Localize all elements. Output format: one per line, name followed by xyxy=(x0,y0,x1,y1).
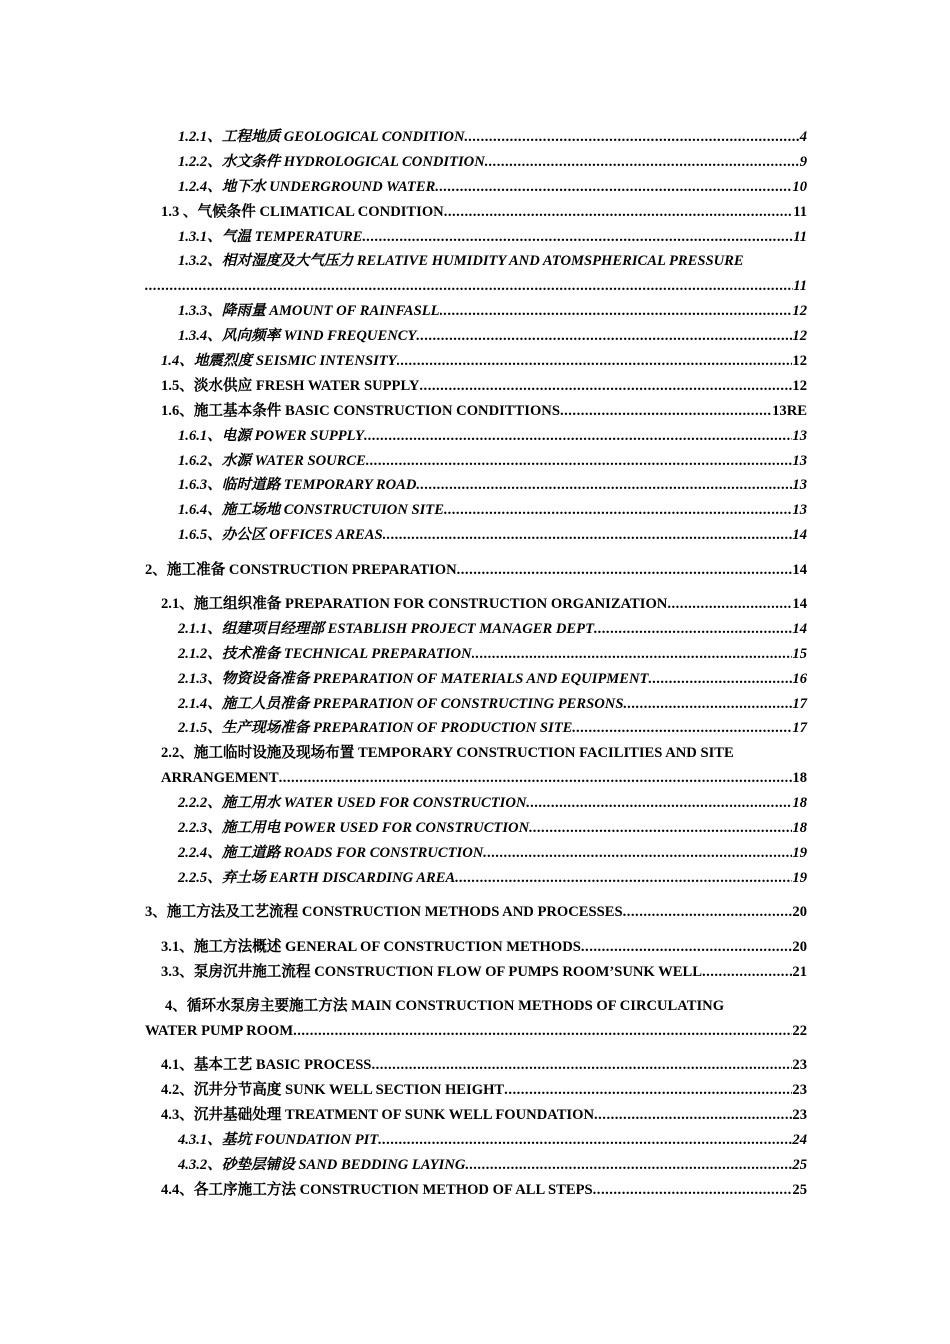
toc-page-number: 11 xyxy=(793,278,807,295)
toc-entry-title: 2.1.4、施工人员准备 PREPARATION OF CONSTRUCTING PERSONS xyxy=(178,695,624,712)
toc-entry-title: 2.1.3、物资设备准备 PREPARATION OF MATERIALS AND EQUIPMENT xyxy=(178,670,649,687)
toc-leader-dots xyxy=(435,175,792,200)
toc-page-number: 14 xyxy=(792,596,807,613)
toc-entry[interactable] xyxy=(145,449,807,474)
toc-entry-title: 4.2、沉井分节高度 SUNK WELL SECTION HEIGHT xyxy=(161,1082,505,1099)
toc-entry[interactable] xyxy=(145,349,807,374)
toc-entry[interactable] xyxy=(145,900,807,925)
toc-leader-dots xyxy=(362,225,793,250)
toc-leader-dots xyxy=(293,1019,792,1044)
toc-entry-title: 2.1.1、组建项目经理部 ESTABLISH PROJECT MANAGER DEPT xyxy=(178,620,594,637)
toc-page-number: 9 xyxy=(799,153,807,170)
toc-leader-dots xyxy=(648,667,792,692)
toc-entry-title: 3.3、泵房沉井施工流程 CONSTRUCTION FLOW OF PUMPS ROOM’SUNK WELL xyxy=(161,963,702,980)
toc-page-number: 21 xyxy=(792,963,807,980)
toc-entry-title: 1.6.1、电源 POWER SUPPLY xyxy=(178,427,364,444)
toc-entry[interactable] xyxy=(145,1078,807,1103)
toc-leader-dots xyxy=(440,299,793,324)
toc-entry-title: 1.2.4、地下水 UNDERGROUND WATER xyxy=(178,178,436,195)
toc-leader-dots xyxy=(378,1128,792,1153)
toc-entry[interactable] xyxy=(145,791,807,816)
toc-entry[interactable] xyxy=(145,473,807,498)
toc-page-number: 11 xyxy=(793,228,807,245)
toc-page-number: 23 xyxy=(792,1082,807,1099)
toc-page-number: 10 xyxy=(792,178,807,195)
toc-entry[interactable] xyxy=(145,324,807,349)
toc-leader-dots xyxy=(457,558,793,583)
toc-entry-title: 4.1、基本工艺 BASIC PROCESS xyxy=(161,1057,372,1074)
toc-leader-dots xyxy=(366,449,793,474)
toc-entry-title: 1.2.1、工程地质 GEOLOGICAL CONDITION xyxy=(178,129,465,145)
toc-entry[interactable] xyxy=(145,994,807,1044)
toc-leader-dots xyxy=(279,766,793,791)
toc-page-number: 11 xyxy=(793,203,807,220)
toc-leader-dots xyxy=(383,523,793,548)
toc-entry[interactable] xyxy=(145,399,807,424)
toc-leader-dots xyxy=(594,617,792,642)
toc-leader-dots xyxy=(504,1078,792,1103)
toc-leader-dots xyxy=(444,200,793,225)
toc-entry[interactable] xyxy=(145,642,807,667)
toc-leader-dots xyxy=(364,424,792,449)
toc-entry[interactable] xyxy=(145,935,807,960)
toc-page-number: 24 xyxy=(792,1131,807,1148)
toc-leader-dots xyxy=(419,374,792,399)
toc-page-number: 18 xyxy=(792,770,807,787)
toc-entry[interactable] xyxy=(145,523,807,548)
toc-entry-title: 1.6、施工基本条件 BASIC CONSTRUCTION CONDITTIONS xyxy=(161,402,560,419)
toc-entry[interactable] xyxy=(145,960,807,985)
toc-entry-title: 4.3、沉井基础处理 TREATMENT OF SUNK WELL FOUNDATION xyxy=(161,1106,594,1123)
toc-entry-title: 1.3.4、风向频率 WIND FREQUENCY xyxy=(178,328,417,345)
toc-entry[interactable] xyxy=(145,741,807,791)
toc-page-number: 25 xyxy=(792,1156,807,1173)
toc-page-number: 17 xyxy=(792,720,807,737)
toc-entry-title: 3、施工方法及工艺流程 CONSTRUCTION METHODS AND PROCESSES xyxy=(145,904,623,921)
toc-page-number: 13 xyxy=(792,427,807,444)
toc-entry-title: 2.1.2、技术准备 TECHNICAL PREPARATION xyxy=(178,645,472,662)
toc-leader-dots xyxy=(416,324,792,349)
toc-leader-dots xyxy=(593,1178,793,1203)
toc-leader-dots xyxy=(667,592,792,617)
toc-entry-title: 1.6.4、施工场地 CONSTRUCTUION SITE xyxy=(178,502,444,519)
toc-page-number: 4 xyxy=(799,129,807,145)
toc-page-number: 17 xyxy=(792,695,807,712)
toc-entry-title: 1.5、淡水供应 FRESH WATER SUPPLY xyxy=(161,377,420,394)
toc-leader-dots xyxy=(560,399,772,424)
toc-entry[interactable] xyxy=(145,667,807,692)
toc-entry-title: 4.3.1、基坑 FOUNDATION PIT xyxy=(178,1131,379,1148)
toc-page-number: 12 xyxy=(792,328,807,345)
toc-entry[interactable] xyxy=(145,125,807,150)
toc-entry-title: 1.3 、气候条件 CLIMATICAL CONDITION xyxy=(161,203,444,220)
toc-leader-dots xyxy=(572,716,792,741)
toc-entry[interactable] xyxy=(145,1103,807,1128)
toc-entry[interactable] xyxy=(145,299,807,324)
toc-entry[interactable] xyxy=(145,1053,807,1078)
toc-entry-title: 3.1、施工方法概述 GENERAL OF CONSTRUCTION METHODS xyxy=(161,938,581,955)
toc-leader-dots xyxy=(465,1153,792,1178)
toc-entry-title: 2.2、施工临时设施及现场布置 TEMPORARY CONSTRUCTION FACILITIES AND SITE xyxy=(161,745,734,762)
toc-entry[interactable] xyxy=(145,225,807,250)
toc-entry[interactable] xyxy=(145,249,807,299)
toc-page-number: 18 xyxy=(792,820,807,837)
table-of-contents xyxy=(145,125,807,1203)
toc-page-number: 19 xyxy=(792,869,807,886)
toc-page-number: 20 xyxy=(792,904,807,921)
toc-entry[interactable] xyxy=(145,692,807,717)
toc-page-number: 13 xyxy=(792,477,807,494)
toc-entry-title: 1.6.3、临时道路 TEMPORARY ROAD xyxy=(178,477,417,494)
toc-entry-title: 2.2.4、施工道路 ROADS FOR CONSTRUCTION xyxy=(178,844,484,861)
toc-entry-title: 2.2.2、施工用水 WATER USED FOR CONSTRUCTION xyxy=(178,795,527,812)
toc-leader-dots xyxy=(472,642,793,667)
toc-entry-title: 1.3.1、气温 TEMPERATURE xyxy=(178,228,363,245)
toc-entry[interactable] xyxy=(145,150,807,175)
toc-page-number: 12 xyxy=(792,377,807,394)
toc-entry[interactable] xyxy=(145,816,807,841)
toc-entry[interactable] xyxy=(145,424,807,449)
toc-entry-title: 4、循环水泵房主要施工方法 MAIN CONSTRUCTION METHODS OF CIRCULATING xyxy=(165,997,725,1014)
toc-entry-title: 2.1.5、生产现场准备 PREPARATION OF PRODUCTION SITE xyxy=(178,720,573,737)
toc-leader-dots xyxy=(145,274,793,299)
toc-entry-title: 4.3.2、砂垫层铺设 SAND BEDDING LAYING xyxy=(178,1156,466,1173)
toc-leader-dots xyxy=(594,1103,792,1128)
toc-entry[interactable] xyxy=(145,1128,807,1153)
toc-page-number: 23 xyxy=(792,1106,807,1123)
toc-leader-dots xyxy=(526,791,792,816)
toc-page-number: 22 xyxy=(792,1022,807,1039)
toc-leader-dots xyxy=(529,816,792,841)
toc-entry[interactable] xyxy=(145,498,807,523)
toc-entry[interactable] xyxy=(145,374,807,399)
toc-entry[interactable] xyxy=(145,175,807,200)
toc-entry-title: 1.6.2、水源 WATER SOURCE xyxy=(178,452,366,469)
toc-page-number: 15 xyxy=(792,645,807,662)
toc-page-number: 16 xyxy=(792,670,807,687)
toc-leader-dots xyxy=(485,150,800,175)
toc-leader-dots xyxy=(581,935,793,960)
toc-page-number: 19 xyxy=(792,844,807,861)
toc-page-number: 12 xyxy=(792,353,807,370)
toc-page-number: 20 xyxy=(792,938,807,955)
toc-entry[interactable] xyxy=(145,866,807,891)
toc-leader-dots xyxy=(702,960,792,985)
toc-entry-title: 1.3.2、相对湿度及大气压力 RELATIVE HUMIDITY AND ATOMSPHERICAL PRESSURE xyxy=(178,253,744,270)
toc-entry-title: 1.2.2、水文条件 HYDROLOGICAL CONDITION xyxy=(178,153,485,170)
toc-leader-dots xyxy=(623,692,792,717)
toc-entry[interactable] xyxy=(145,1178,807,1203)
toc-entry[interactable] xyxy=(145,716,807,741)
toc-entry[interactable] xyxy=(145,841,807,866)
toc-entry-title: 2.2.5、弃土场 EARTH DISCARDING AREA xyxy=(178,869,456,886)
toc-entry-title: 2.2.3、施工用电 POWER USED FOR CONSTRUCTION xyxy=(178,820,530,837)
toc-leader-dots xyxy=(464,125,799,150)
toc-leader-dots xyxy=(455,866,792,891)
toc-page-number: 13RE xyxy=(772,402,807,419)
toc-page-number: 13 xyxy=(792,502,807,519)
toc-page-number: 23 xyxy=(792,1057,807,1074)
toc-page-number: 25 xyxy=(792,1181,807,1198)
toc-leader-dots xyxy=(371,1053,792,1078)
toc-page-number: 12 xyxy=(792,303,807,320)
toc-entry-title: 1.6.5、办公区 OFFICES AREAS xyxy=(178,527,383,544)
toc-leader-dots xyxy=(623,900,793,925)
toc-entry-title: 1.3.3、降雨量 AMOUNT OF RAINFASLL xyxy=(178,303,440,320)
toc-page-number: 18 xyxy=(792,795,807,812)
toc-entry-title: 2.1、施工组织准备 PREPARATION FOR CONSTRUCTION ORGANIZATION xyxy=(161,596,668,613)
toc-entry-title: 2、施工准备 CONSTRUCTION PREPARATION xyxy=(145,561,457,578)
toc-entry[interactable] xyxy=(145,592,807,617)
toc-leader-dots xyxy=(483,841,792,866)
toc-leader-dots xyxy=(444,498,792,523)
toc-entry[interactable] xyxy=(145,1153,807,1178)
toc-page-number: 14 xyxy=(792,527,807,544)
toc-entry-title: 4.4、各工序施工方法 CONSTRUCTION METHOD OF ALL STEPS xyxy=(161,1181,593,1198)
toc-leader-dots xyxy=(416,473,792,498)
toc-entry[interactable] xyxy=(145,617,807,642)
toc-page-number: 13 xyxy=(792,452,807,469)
toc-entry-title: 1.4、地震烈度 SEISMIC INTENSITY xyxy=(161,353,397,370)
toc-page-number: 14 xyxy=(792,620,807,637)
toc-entry[interactable] xyxy=(145,558,807,583)
toc-leader-dots xyxy=(397,349,793,374)
toc-entry-title-continued: ARRANGEMENT xyxy=(161,770,279,787)
toc-entry[interactable] xyxy=(145,200,807,225)
toc-entry-title-continued: WATER PUMP ROOM xyxy=(145,1022,294,1039)
toc-page-number: 14 xyxy=(792,561,807,578)
